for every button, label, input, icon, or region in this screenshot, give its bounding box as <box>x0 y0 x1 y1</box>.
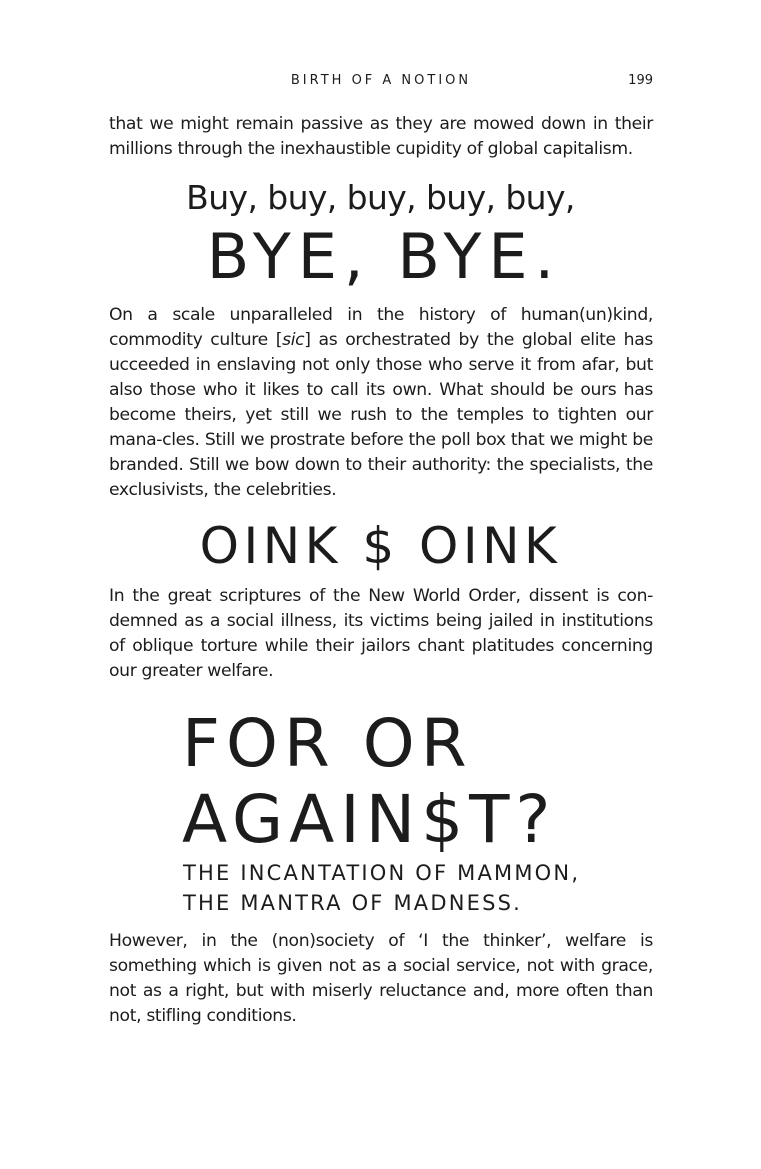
subtitle-incantation: THE INCANTATION OF MAMMON, <box>183 861 581 885</box>
subtitle-mantra: THE MANTRA OF MADNESS. <box>183 891 523 915</box>
slogan-against: AGAIN$T? <box>182 781 557 858</box>
paragraph-new-world-order: In the great scriptures of the New World Order, dissent is con-demned as a social illness, its victims being jailed in institutions of oblique torture while their jailors chant platitudes concerning our greater welfare. <box>109 586 653 681</box>
slogan-buy: Buy, buy, buy, buy, buy, <box>186 178 575 217</box>
paragraph-commodity-culture-part-1: On a scale unparalleled in the history of human(un)kind, commodity culture [ <box>109 305 653 350</box>
running-title: BIRTH OF A NOTION <box>290 73 472 88</box>
sic-italic: sic <box>282 330 305 350</box>
paragraph-commodity-culture <box>109 303 653 503</box>
paragraph-capitalism: that we might remain passive as they are mowed down in their millions through the inexhaustible cupidity of global capitalism. <box>109 114 653 159</box>
running-head <box>109 73 653 93</box>
slogan-bye: BYE, BYE. <box>206 220 562 293</box>
page-number: 199 <box>628 73 653 88</box>
slogan-for-or: FOR OR <box>182 705 473 782</box>
paragraph-welfare: However, in the (non)society of ‘I the thinker’, welfare is something which is given not as a social service, not with grace, not as a right, but with miserly reluctance and, more often than not, stifling conditions. <box>109 931 653 1026</box>
paragraph-commodity-culture-part-2: ] as orchestrated by the global elite has ucceeded in enslaving not only those who serve it from afar, but also those who it likes to call its own. What should be ours has become theirs, yet still we rush to the temples to tighten our mana-cles. Still we prostrate before the poll box that we might be branded. Still we bow down to their authority: the specialists, the exclusivists, the celebrities. <box>109 330 653 500</box>
slogan-oink: OINK $ OINK <box>199 517 562 575</box>
